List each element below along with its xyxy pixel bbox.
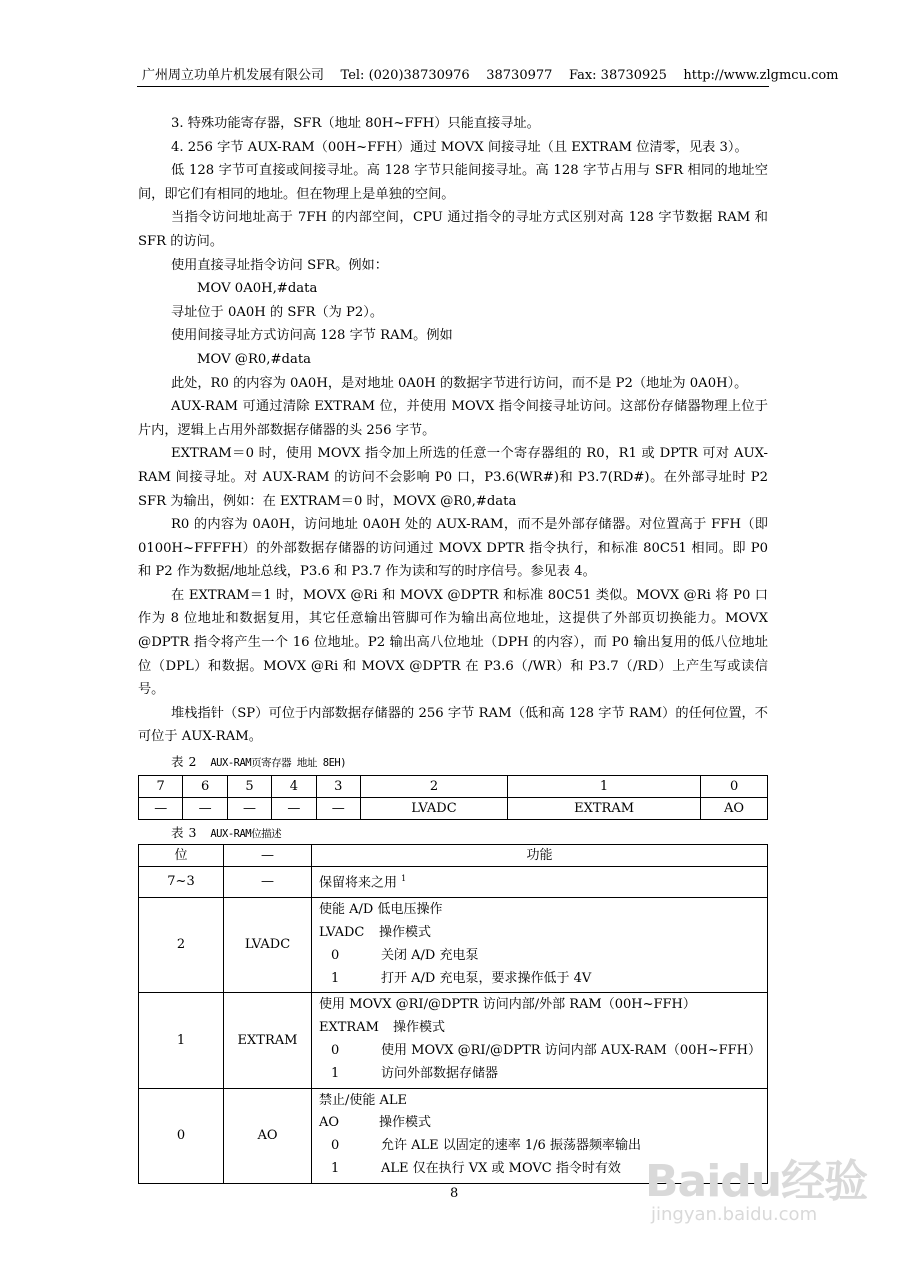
- mode-label: AO: [319, 1115, 340, 1131]
- paragraph: 低 128 字节可直接或间接寻址。高 128 字节只能间接寻址。高 128 字节占用与 SFR 相同的地址空间，即它们有相同的地址。但在物理上是单独的空间。: [138, 163, 768, 202]
- paragraph: 4. 256 字节 AUX-RAM（00H~FFH）通过 MOVX 间接寻址（且 EXTRAM 位清零，见表 3）。: [171, 139, 748, 155]
- option-text: 使用 MOVX @RI/@DPTR 访问内部 AUX-RAM（00H~FFH）: [381, 1042, 762, 1058]
- function-title: 使用 MOVX @RI/@DPTR 访问内部/外部 RAM（00H~FFH）: [319, 997, 696, 1013]
- option-value: 1: [331, 1160, 340, 1176]
- option-value: 1: [331, 970, 340, 986]
- table2-cell: AO: [701, 798, 768, 820]
- table2-cell: 3: [316, 776, 360, 798]
- page-number: 8: [450, 1186, 459, 1201]
- code-line: MOV 0A0H,#data: [197, 281, 318, 297]
- table3-bit: 1: [139, 993, 224, 1088]
- table2-cell: 1: [507, 776, 700, 798]
- table2-cell: EXTRAM: [507, 798, 700, 820]
- header-divider: [137, 86, 769, 87]
- mode-label: EXTRAM: [319, 1020, 379, 1036]
- table2-caption-text: AUX-RAM页寄存器 地址 8EH): [210, 757, 347, 770]
- table2-cell: LVADC: [360, 798, 507, 820]
- footnote-marker: 1: [401, 874, 407, 884]
- table2-cell: —: [183, 798, 227, 820]
- table3-header-name: —: [224, 845, 312, 867]
- paragraph: 堆栈指针（SP）可位于内部数据存储器的 256 字节 RAM（低和高 128 字节 RAM）的任何位置，不可位于 AUX-RAM。: [138, 705, 768, 745]
- table2-cell: —: [139, 798, 183, 820]
- option-text: 关闭 A/D 充电泵: [381, 947, 479, 963]
- table3-function: [312, 867, 768, 898]
- body-text: [138, 112, 768, 1184]
- table3-row: [139, 867, 768, 898]
- table2-cell: 6: [183, 776, 227, 798]
- table3-row: [139, 993, 768, 1088]
- table2-caption-prefix: 表 2: [171, 754, 197, 770]
- option-text: 打开 A/D 充电泵，要求操作低于 4V: [381, 970, 592, 986]
- table3-header-row: [139, 845, 768, 867]
- paragraph: 此处，R0 的内容为 0A0H，是对地址 0A0H 的数据字节进行访问，而不是 P2（地址为 0A0H）。: [171, 375, 748, 391]
- table3-aux-ram-bit-description: [138, 844, 768, 1184]
- table3-bit: 7~3: [139, 867, 224, 898]
- table3-header-bit: 位: [139, 845, 224, 867]
- table2-cell: —: [272, 798, 316, 820]
- paragraph: 使用直接寻址指令访问 SFR。例如：: [171, 257, 388, 273]
- paragraph: AUX-RAM 可通过清除 EXTRAM 位，并使用 MOVX 指令间接寻址访问。这部份存储器物理上位于片内，逻辑上占用外部数据存储器的头 256 字节。: [138, 399, 768, 438]
- table3-row: [139, 898, 768, 993]
- table2-cell: 4: [272, 776, 316, 798]
- watermark-url: jingyan.baidu.com: [651, 1204, 818, 1225]
- header-company: 广州周立功单片机发展有限公司: [142, 68, 325, 83]
- table3-header-function: 功能: [312, 845, 768, 867]
- table3-bit: 0: [139, 1088, 224, 1183]
- paragraph: EXTRAM＝0 时，使用 MOVX 指令加上所选的任意一个寄存器组的 R0，R1 或 DPTR 可对 AUX-RAM 间接寻址。对 AUX-RAM 的访问不会影响 P0 口，P3.6(WR#)和 P3.7(RD#)。在外部寻址时 P2 SFR 为输出，例如：在 EXTRAM＝0 时，MOVX @R0,#data: [138, 446, 768, 509]
- header-fax: Fax: 38730925: [568, 68, 667, 83]
- function-title: 使能 A/D 低电压操作: [319, 902, 443, 918]
- table3-caption: [171, 823, 768, 844]
- paragraph: R0 的内容为 0A0H，访问地址 0A0H 处的 AUX-RAM，而不是外部存储器。对位置高于 FFH（即 0100H~FFFFH）的外部数据存储器的访问通过 MOVX DPTR 指令执行，和标准 80C51 相同。即 P0 和 P2 作为数据/地址总线，P3.6 和 P3.7 作为读和写的时序信号。参见表 4。: [138, 517, 768, 580]
- table3-function: [312, 898, 768, 993]
- option-text: ALE 仅在执行 VX 或 MOVC 指令时有效: [381, 1160, 621, 1176]
- table2-cell: 7: [139, 776, 183, 798]
- table3-name: LVADC: [224, 898, 312, 993]
- option-text: 允许 ALE 以固定的速率 1/6 振荡器频率输出: [381, 1138, 641, 1154]
- table2-cell: 0: [701, 776, 768, 798]
- header-tel: Tel: (020)38730976: [340, 68, 470, 83]
- table2-cell: 5: [227, 776, 271, 798]
- table3-name: AO: [224, 1088, 312, 1183]
- mode-word: 操作模式: [379, 924, 432, 940]
- option-value: 0: [331, 947, 340, 963]
- option-value: 1: [331, 1065, 340, 1081]
- option-value: 0: [331, 1042, 340, 1058]
- paragraph: 使用间接寻址方式访问高 128 字节 RAM。例如: [171, 328, 453, 344]
- option-text: 访问外部数据存储器: [381, 1065, 499, 1081]
- mode-option: [319, 1040, 767, 1063]
- watermark-brand: Baidu经验: [645, 1156, 868, 1207]
- mode-option: [319, 945, 767, 968]
- table3-name: —: [224, 867, 312, 898]
- table2-cell: 2: [360, 776, 507, 798]
- mode-header: [319, 922, 767, 945]
- table3-function: [312, 993, 768, 1088]
- page-header: [142, 64, 839, 83]
- table3-caption-text: AUX-RAM位描述: [210, 828, 282, 841]
- table2-value-row: [139, 798, 768, 820]
- mode-option: [319, 968, 767, 991]
- watermark: [645, 1156, 868, 1226]
- table3-bit: 2: [139, 898, 224, 993]
- header-url: http://www.zlgmcu.com: [683, 68, 839, 83]
- function-text: 保留将来之用: [319, 875, 398, 891]
- table2-aux-ram-page-register: [138, 775, 768, 820]
- table2-caption: [171, 752, 768, 773]
- paragraph: 3. 特殊功能寄存器，SFR（地址 80H~FFH）只能直接寻址。: [171, 116, 540, 131]
- table2-cell: —: [227, 798, 271, 820]
- table2-header-row: [139, 776, 768, 798]
- table2-cell: —: [316, 798, 360, 820]
- paragraph: 在 EXTRAM＝1 时，MOVX @Ri 和 MOVX @DPTR 和标准 80C51 类似。MOVX @Ri 将 P0 口作为 8 位地址和数据复用，其它任意输出管脚可作为输出高位地址，这提供了外部页切换能力。MOVX @DPTR 指令将产生一个 16 位地址。P2 输出高八位地址（DPH 的内容），而 P0 输出复用的低八位地址位（DPL）和数据。MOVX @Ri 和 MOVX @DPTR 在 P3.6（/WR）和 P3.7（/RD）上产生写或读信号。: [138, 587, 768, 698]
- mode-label: LVADC: [319, 924, 365, 940]
- mode-word: 操作模式: [379, 1115, 432, 1131]
- header-tel2: 38730977: [486, 68, 553, 83]
- mode-header: [319, 1017, 767, 1040]
- function-title: 禁止/使能 ALE: [319, 1092, 408, 1108]
- mode-option: [319, 1063, 767, 1086]
- table3-caption-prefix: 表 3: [171, 825, 197, 841]
- paragraph: 寻址位于 0A0H 的 SFR（为 P2）。: [171, 304, 384, 320]
- code-line: MOV @R0,#data: [197, 351, 312, 367]
- mode-option: [319, 1135, 767, 1158]
- option-value: 0: [331, 1138, 340, 1154]
- paragraph: 当指令访问地址高于 7FH 的内部空间，CPU 通过指令的寻址方式区别对高 128 字节数据 RAM 和 SFR 的访问。: [138, 210, 768, 249]
- table3-name: EXTRAM: [224, 993, 312, 1088]
- mode-word: 操作模式: [393, 1020, 446, 1036]
- mode-header: [319, 1112, 767, 1135]
